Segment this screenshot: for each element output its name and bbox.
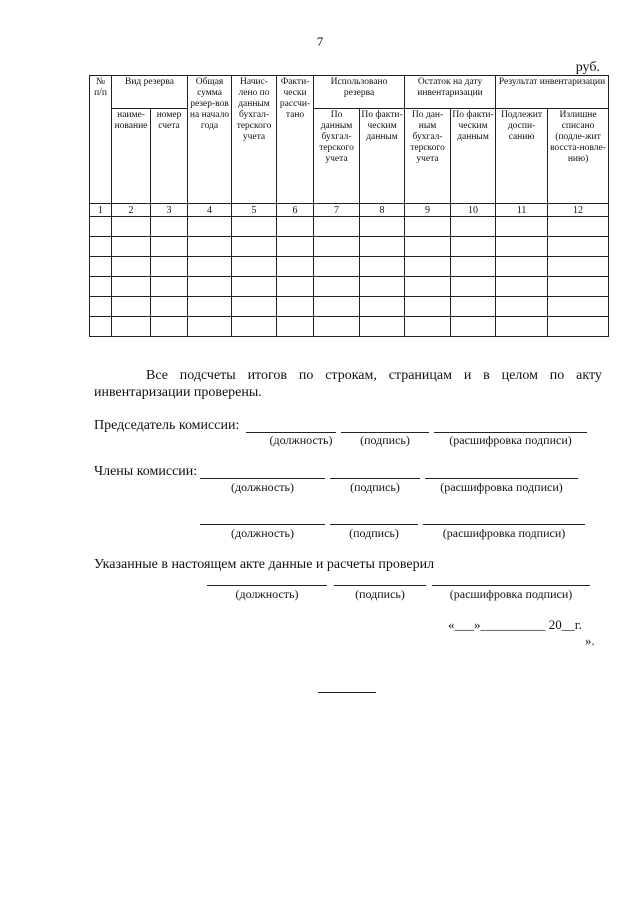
statement-word: по [298,368,314,383]
table-cell[interactable] [232,297,277,317]
table-cell[interactable] [360,237,405,257]
header-ost-buh: По дан-ным бухгал-терского учета [405,109,451,204]
statement-line-2: инвентаризации проверены. [94,385,262,400]
column-number: 8 [360,204,405,217]
header-fakticheski: Факти-чески рассчи-тано [277,76,314,204]
statement-word: по [549,368,565,383]
table-cell[interactable] [188,237,232,257]
table-cell[interactable] [232,317,277,337]
column-number: 2 [112,204,151,217]
statement-word: итогов [247,368,287,383]
table-cell[interactable] [188,217,232,237]
table-cell[interactable] [151,237,188,257]
member2-signature-caption: (подпись) [349,526,399,540]
table-cell[interactable] [548,277,609,297]
checker-decoding-line[interactable] [432,571,590,586]
column-number: 10 [451,204,496,217]
statement-word: Все [146,368,168,383]
header-nachisleno: Начис-лено по данным бухгал-терского учета [232,76,277,204]
table-cell[interactable] [405,237,451,257]
chairman-position-line[interactable] [246,418,336,433]
table-cell[interactable] [314,317,360,337]
table-cell[interactable] [405,217,451,237]
column-number: 3 [151,204,188,217]
member2-decoding-caption: (расшифровка подписи) [442,526,566,540]
table-cell[interactable] [277,317,314,337]
table-cell[interactable] [360,317,405,337]
table-cell[interactable] [360,217,405,237]
table-cell[interactable] [112,237,151,257]
member2-decoding-line[interactable] [423,510,585,525]
chairman-signature-line[interactable] [341,418,429,433]
checker-position-line[interactable] [207,571,327,586]
column-number: 4 [188,204,232,217]
statement [94,367,602,401]
table-cell[interactable] [232,217,277,237]
chairman-decoding-caption: (расшифровка подписи) [449,433,572,447]
table-cell[interactable] [496,297,548,317]
table-cell[interactable] [451,237,496,257]
column-number: 12 [548,204,609,217]
member2-position-caption: (должность) [231,526,294,540]
table-cell[interactable] [451,317,496,337]
table-cell[interactable] [151,277,188,297]
header-isp-buh: По данным бухгал-терского учета [314,109,360,204]
table-cell[interactable] [451,257,496,277]
header-izlishne: Излишне списано (подле-жит восста-новле-нию) [548,109,609,204]
table-cell[interactable] [188,277,232,297]
column-number: 11 [496,204,548,217]
statement-line-1 [94,367,602,384]
member1-position-caption: (должность) [231,480,294,494]
table-cell[interactable] [405,257,451,277]
members-label: Члены комиссии: [94,464,198,479]
table-cell[interactable] [112,297,151,317]
table-cell[interactable] [496,257,548,277]
table-row [90,217,609,237]
table-row [90,257,609,277]
table-cell[interactable] [314,277,360,297]
table-cell[interactable] [548,317,609,337]
header-num: № п/п [90,76,112,204]
table-row [90,297,609,317]
table-cell[interactable] [496,217,548,237]
column-number: 1 [90,204,112,217]
table-cell[interactable] [277,237,314,257]
member1-position-line[interactable] [200,464,325,479]
header-podlezhit: Подлежит доспи-санию [496,109,548,204]
member1-signature-line[interactable] [330,464,420,479]
checked-label: Указанные в настоящем акте данные и расчеты проверил [94,557,435,572]
header-vid-rezerva: Вид резерва [112,76,188,109]
statement-word: подсчеты [179,368,236,383]
table-cell[interactable] [90,317,112,337]
header-naimenovanie: наиме-нование [112,109,151,204]
table-cell[interactable] [548,237,609,257]
table-cell[interactable] [360,257,405,277]
table-cell[interactable] [360,297,405,317]
table-cell[interactable] [314,257,360,277]
chairman-signature-caption: (подпись) [360,433,410,447]
table-cell[interactable] [90,217,112,237]
table-cell[interactable] [90,257,112,277]
table-cell[interactable] [405,317,451,337]
table-cell[interactable] [151,257,188,277]
checker-signature-line[interactable] [334,571,426,586]
statement-word: и [463,368,472,383]
table-cell[interactable] [232,257,277,277]
column-number: 5 [232,204,277,217]
header-ost-fakt: По факти-ческим данным [451,109,496,204]
header-ostatok: Остаток на дату инвентаризации [405,76,496,109]
table-cell[interactable] [277,277,314,297]
chairman-decoding-line[interactable] [434,418,587,433]
table-cell[interactable] [277,217,314,237]
chairman-position-caption: (должность) [269,433,333,447]
statement-word: целом [501,368,538,383]
closing-quote: ». [585,633,595,648]
checker-signature-caption: (подпись) [355,587,405,601]
table-cell[interactable] [151,317,188,337]
table-cell[interactable] [112,217,151,237]
table-cell[interactable] [277,297,314,317]
table-cell[interactable] [405,297,451,317]
table-row [90,237,609,257]
table-cell[interactable] [112,257,151,277]
statement-word: акту [576,368,602,383]
chairman-label: Председатель комиссии: [94,418,240,433]
member2-signature-line[interactable] [330,510,418,525]
table-cell[interactable] [112,277,151,297]
checker-decoding-caption: (расшифровка подписи) [449,587,573,601]
table-cell[interactable] [232,237,277,257]
header-rezultat: Результат инвентаризации [496,76,609,109]
table-cell[interactable] [451,277,496,297]
table-cell[interactable] [90,237,112,257]
table-cell[interactable] [151,217,188,237]
column-number: 9 [405,204,451,217]
table-row [90,277,609,297]
date-line[interactable]: «___»__________ 20__г. [448,617,582,632]
page-number: 7 [316,34,324,49]
inventory-table [89,75,609,337]
member2-position-line[interactable] [200,510,325,525]
table-cell[interactable] [188,257,232,277]
header-ispolzovano: Использовано резерва [314,76,405,109]
table-cell[interactable] [451,217,496,237]
table-cell[interactable] [314,297,360,317]
table-cell[interactable] [188,317,232,337]
member1-decoding-caption: (расшифровка подписи) [440,480,563,494]
column-number: 6 [277,204,314,217]
table-cell[interactable] [112,317,151,337]
table-cell[interactable] [314,237,360,257]
table-cell[interactable] [277,257,314,277]
table-cell[interactable] [496,237,548,257]
member1-signature-caption: (подпись) [350,480,400,494]
checker-position-caption: (должность) [235,587,299,601]
column-number: 7 [314,204,360,217]
end-divider [318,692,376,693]
statement-word: строкам, [325,368,377,383]
table-cell[interactable] [151,297,188,317]
table-cell[interactable] [90,277,112,297]
table-cell[interactable] [314,217,360,237]
table-cell[interactable] [451,297,496,317]
table-cell[interactable] [405,277,451,297]
table-cell[interactable] [188,297,232,317]
table-cell[interactable] [360,277,405,297]
statement-word: в [483,368,490,383]
member1-decoding-line[interactable] [425,464,578,479]
table-cell[interactable] [548,217,609,237]
table-cell[interactable] [496,317,548,337]
header-nomer-scheta: номер счета [151,109,188,204]
table-row [90,317,609,337]
table-cell[interactable] [232,277,277,297]
statement-word: страницам [388,368,452,383]
header-isp-fakt: По факти-ческим данным [360,109,405,204]
table-cell[interactable] [496,277,548,297]
header-obshaya-summa: Общая сумма резер-вов на начало года [188,76,232,204]
currency-unit: руб. [575,60,600,75]
table-cell[interactable] [90,297,112,317]
table-cell[interactable] [548,257,609,277]
table-cell[interactable] [548,297,609,317]
